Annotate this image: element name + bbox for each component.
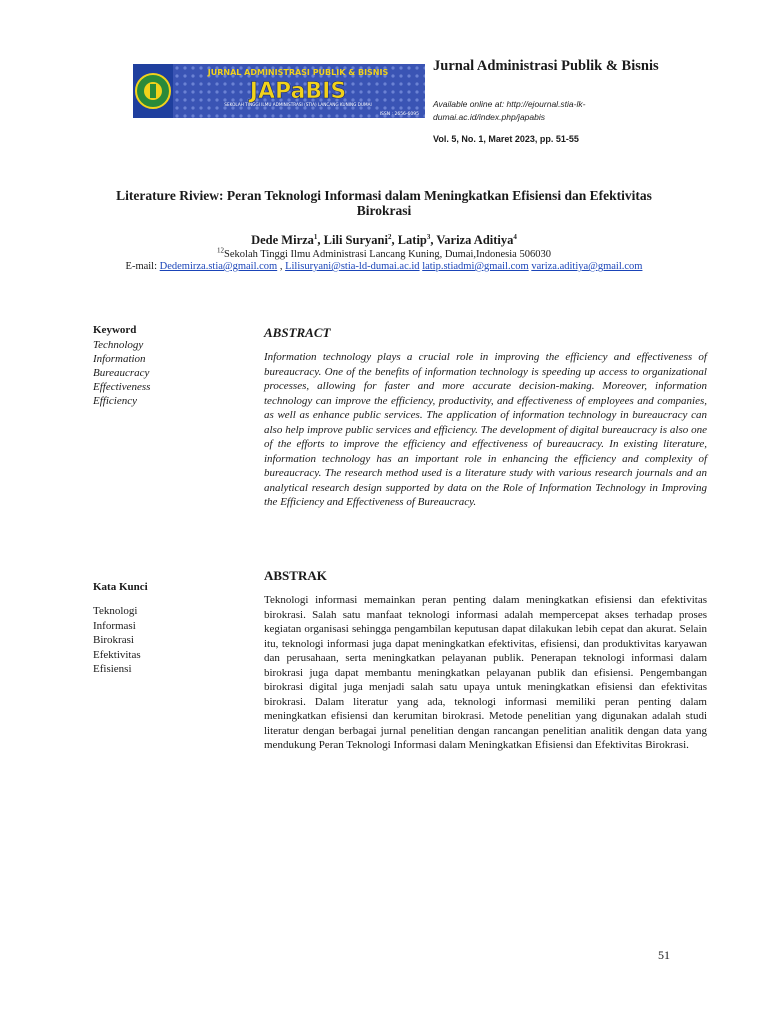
email-link[interactable]: Lilisuryani@stia-ld-dumai.ac.id — [285, 261, 420, 272]
journal-logo — [133, 64, 425, 118]
logo-brand-text: JAPaBIS — [249, 79, 347, 104]
author-sup: 4 — [513, 232, 517, 241]
keyword-item: Birokrasi — [93, 634, 134, 646]
author-name: Latip — [397, 233, 427, 247]
keyword-item: Efektivitas — [93, 648, 141, 661]
journal-name: Jurnal Administrasi Publik & Bisnis — [433, 58, 659, 74]
email-label: E-mail: — [125, 261, 160, 272]
logo-issn: ISSN : 2656-6095 — [379, 112, 419, 117]
availability-note[interactable]: Available online at: http://ejournal.stia-lk-dumai.ac.id/index.php/japabis — [433, 99, 586, 122]
author-list: Dede Mirza$^1$, Lili Suryani$^2$, Latip$^3$, Variza Aditiya$^4$ — [251, 232, 517, 247]
author-sup: 2 — [387, 232, 392, 241]
author-name: Dede Mirza — [251, 233, 314, 247]
keyword-item: Teknologi — [93, 605, 138, 617]
page-number: 51 — [658, 948, 670, 962]
volume-info: Vol. 5, No. 1, Maret 2023, pp. 51-55 — [433, 134, 579, 144]
keyword-item: Efficiency — [93, 395, 137, 407]
japabis-logo-graphic — [133, 64, 425, 118]
keyword-item: Efisiensi — [93, 663, 132, 675]
keyword-heading: Keyword — [93, 324, 137, 336]
email-link[interactable]: Dedemirza.stia@gmail.com — [159, 261, 278, 272]
email-link[interactable]: latip.stiadmi@gmail.com — [422, 261, 529, 272]
author-sup: 1 — [313, 232, 318, 241]
keyword-list — [93, 338, 150, 408]
keyword-item: Information — [93, 353, 146, 365]
affiliation-sup: 12 — [217, 246, 225, 255]
abstrak-heading: ABSTRAK — [264, 568, 327, 583]
author-sup: 3 — [426, 232, 431, 241]
logo-banner-text: JURNAL ADMINISTRASI PUBLIK & BISNIS — [207, 68, 389, 77]
logo-subtext: SEKOLAH TINGGI ILMU ADMINISTRASI (STIA) LANCANG KUNING DUMAI — [224, 102, 372, 107]
author-name: Lili Suryani — [323, 233, 388, 247]
affiliation — [100, 246, 668, 260]
abstrak-body: Teknologi informasi memainkan peran penting dalam meningkatkan efisiensi dan efektivitas birokrasi. Salah satu manfaat teknologi informasi adalah mempercepat akses terhadap proses kegiatan organisasi sehingga pengambilan keputusan dapat dilakukan lebih cepat dan akurat. Selain itu, teknologi informasi juga dapat meningkatkan efektivitas, efisiensi, dan produktivitas karyawan dan perusahaan, serta meningkatkan pelayanan publik. Penerapan teknologi informasi dalam birokrasi juga dapat membantu meningkatkan pelayanan publik dan efisiensi. Pengembangan birokrasi digital juga menjadi salah satu upaya untuk meningkatkan efisiensi dan efektivitas birokrasi. Dalam literatur yang ada, teknologi informasi memiliki peran penting dalam meningkatkan efisiensi dan kerumitan birokrasi. Metode penelitian yang digunakan adalah studi literatur dengan berbagai jurnal penelitian dengan rancangan penelitian analitik dengan data yang mendukung Peran Teknologi Informasi dalam Meningkatkan Efisiensi dan Efektivitas Birokrasi. — [264, 594, 707, 751]
abstract-body: Information technology plays a crucial role in improving the efficiency and effectiveness of bureaucracy. One of the benefits of information technology is speeding up access to organizational processes, allowing for faster and more accurate decision-making. Moreover, information technology can improve the efficiency, productivity, and effectiveness of employees and companies, as well as enhance public services. The application of information technology in bureaucracy can also help improve public services and efficiency. The development of digital bureaucracy is also one of the efforts to improve the efficiency and effectiveness of bureaucracy. In existing literature, information technology has an important role in enhancing the efficiency and complexity of bureaucracy. The research method used is a literature study with various research journals and an analytical research design supported by data on the Role of Information Technology in Improving the Efficiency and Effectiveness of Bureaucracy. — [264, 351, 707, 508]
email-link[interactable]: variza.aditiya@gmail.com — [531, 261, 643, 272]
email-line: E-mail: Dedemirza.stia@gmail.com , Lilisuryani@stia-ld-dumai.ac.id latip.stiadmi@gmail.com variza.aditiya@gmail.com — [125, 261, 643, 272]
kata-kunci-heading: Kata Kunci — [93, 581, 148, 593]
kata-kunci-list — [93, 604, 141, 677]
keyword-item: Technology — [93, 339, 144, 351]
abstract-heading: ABSTRACT — [264, 325, 331, 340]
keyword-item: Informasi — [93, 619, 136, 632]
keyword-item: Effectiveness — [93, 381, 151, 393]
author-name: Variza Aditiya — [436, 233, 514, 247]
keyword-item: Bureaucracy — [93, 367, 150, 379]
article-title: Literature Riview: Peran Teknologi Informasi dalam Meningkatkan Efisiensi dan Efektivitas Birokrasi — [116, 188, 652, 218]
affiliation-text: Sekolah Tinggi Ilmu Administrasi Lancang Kuning, Dumai,Indonesia 506030 — [224, 249, 551, 260]
